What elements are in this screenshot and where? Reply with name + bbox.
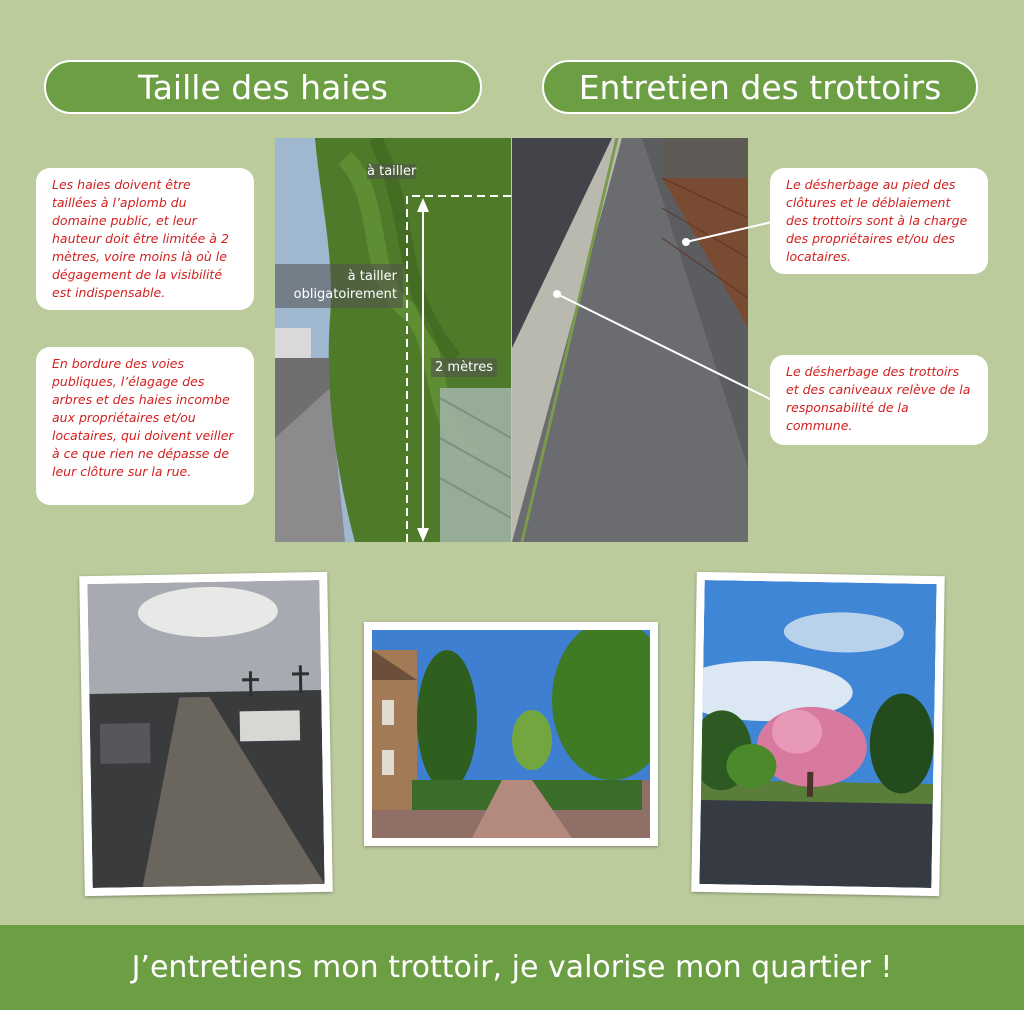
height-guide xyxy=(275,138,511,542)
sidewalk-photo xyxy=(512,138,748,542)
photo-blossom-tree xyxy=(691,572,945,896)
note-weeding-commune: Le désherbage des trottoirs et des caniveaux relève de la responsabilité de la commune. xyxy=(770,355,988,445)
label-two-meters: 2 mètres xyxy=(431,358,497,377)
header-sidewalk-maintenance: Entretien des trottoirs xyxy=(542,60,978,114)
photo-town-square xyxy=(364,622,658,846)
label-trim-mandatory: à tailler obligatoirement xyxy=(275,264,403,308)
footer-slogan: J’entretiens mon trottoir, je valorise mon quartier ! xyxy=(0,925,1024,1010)
photo-cemetery xyxy=(79,572,333,896)
note-weeding-owners: Le désherbage au pied des clôtures et le déblaiement des trottoirs sont à la charge des propriétaires et/ou des locataires. xyxy=(770,168,988,274)
note-hedge-height: Les haies doivent être taillées à l’aplomb du domaine public, et leur hauteur doit être limitée à 2 mètres, voire moins là où le dégagement de la visibilité est indispensable. xyxy=(36,168,254,310)
hedge-photo xyxy=(275,138,511,542)
header-hedge-trimming: Taille des haies xyxy=(44,60,482,114)
note-pruning: En bordure des voies publiques, l’élagage des arbres et des haies incombe aux propriétaires et/ou locataires, qui doivent veiller à ce que rien ne dépasse de leur clôture sur la rue. xyxy=(36,347,254,505)
label-trim-top: à tailler xyxy=(367,164,417,179)
